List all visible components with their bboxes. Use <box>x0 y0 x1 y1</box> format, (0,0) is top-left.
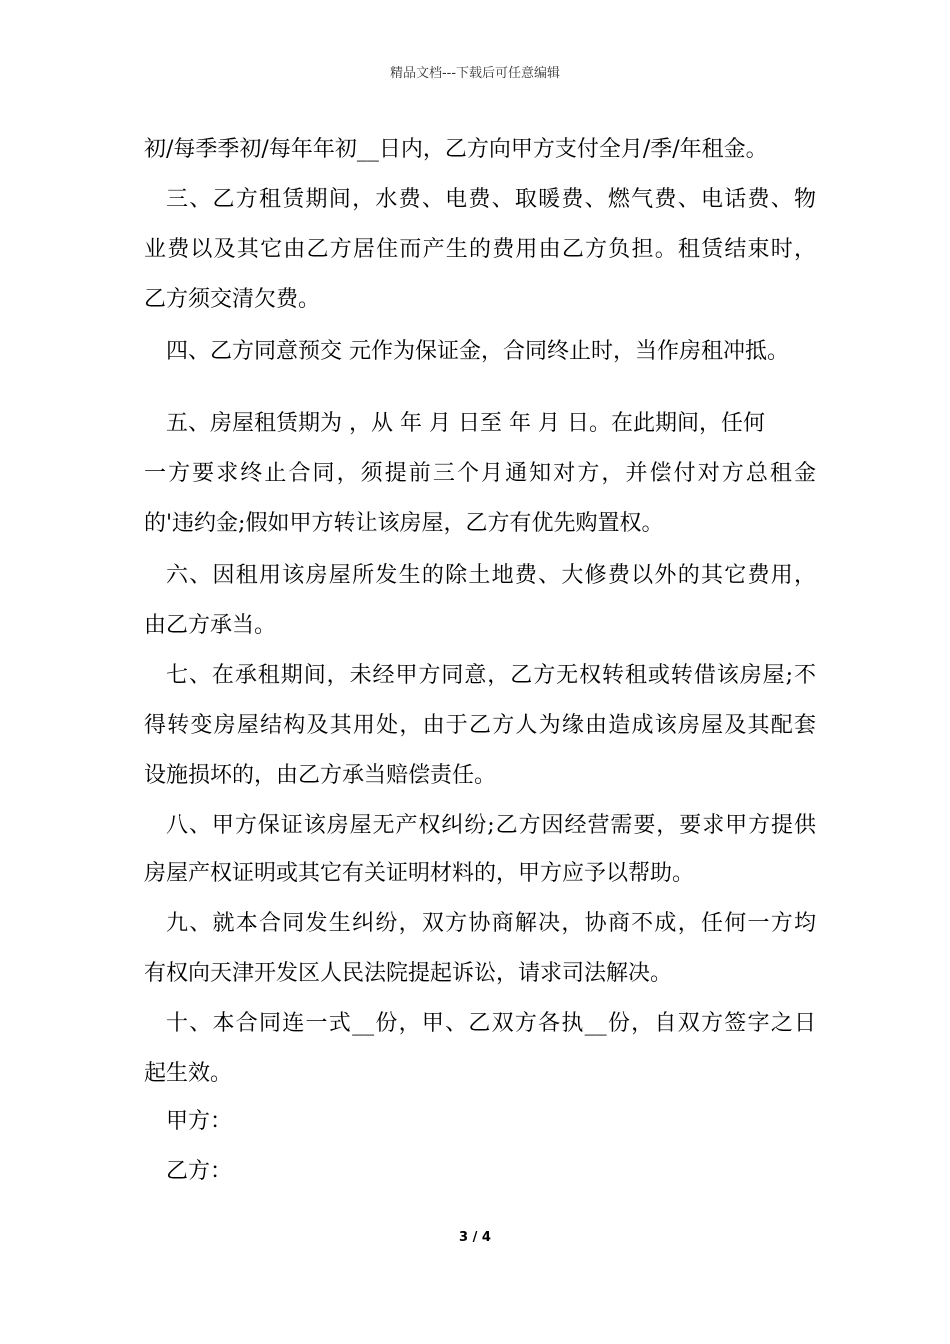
text-line: 起生效。 <box>144 1061 233 1086</box>
text-line: 得转变房屋结构及其用处，由于乙方人为缘由造成该房屋及其配套 <box>144 713 816 738</box>
text-line: 一方要求终止合同，须提前三个月通知对方，并偿付对方总租金 <box>144 461 816 486</box>
text-line: 三、乙方租赁期间，水费、电费、取暖费、燃气费、电话费、物 <box>166 187 816 212</box>
text-line: 九、就本合同发生纠纷，双方协商解决，协商不成，任何一方均 <box>166 911 816 936</box>
text-line: 八、甲方保证该房屋无产权纠纷;乙方因经营需要，要求甲方提供 <box>166 813 816 838</box>
page-number: 3 / 4 <box>459 1230 491 1245</box>
text-line: 七、在承租期间，未经甲方同意，乙方无权转租或转借该房屋;不 <box>166 663 816 688</box>
text-line: 十、本合同连一式__份，甲、乙双方各执__份，自双方签字之日 <box>166 1011 816 1036</box>
page-header: 精品文档---下载后可任意编辑 <box>389 66 561 81</box>
text-line: 由乙方承当。 <box>144 613 277 638</box>
text-line: 五、房屋租赁期为 ，从 年 月 日至 年 月 日。在此期间，任何 <box>166 411 765 436</box>
signature-party-b: 乙方： <box>166 1159 233 1184</box>
text-line: 六、因租用该房屋所发生的除土地费、大修费以外的其它费用， <box>166 563 816 588</box>
text-line: 四、乙方同意预交 元作为保证金，合同终止时，当作房租冲抵。 <box>166 339 789 364</box>
text-line: 乙方须交清欠费。 <box>144 287 321 312</box>
text-line: 有权向天津开发区人民法院提起诉讼，请求司法解决。 <box>144 961 673 986</box>
text-line: 初/每季季初/每年年初__日内，乙方向甲方支付全月/季/年租金。 <box>144 137 768 162</box>
text-line: 业费以及其它由乙方居住而产生的费用由乙方负担。租赁结束时， <box>144 237 816 262</box>
text-line: 的'违约金;假如甲方转让该房屋，乙方有优先购置权。 <box>144 511 664 536</box>
text-line: 房屋产权证明或其它有关证明材料的，甲方应予以帮助。 <box>144 861 695 886</box>
signature-party-a: 甲方： <box>166 1109 233 1134</box>
text-line: 设施损坏的，由乙方承当赔偿责任。 <box>144 763 497 788</box>
